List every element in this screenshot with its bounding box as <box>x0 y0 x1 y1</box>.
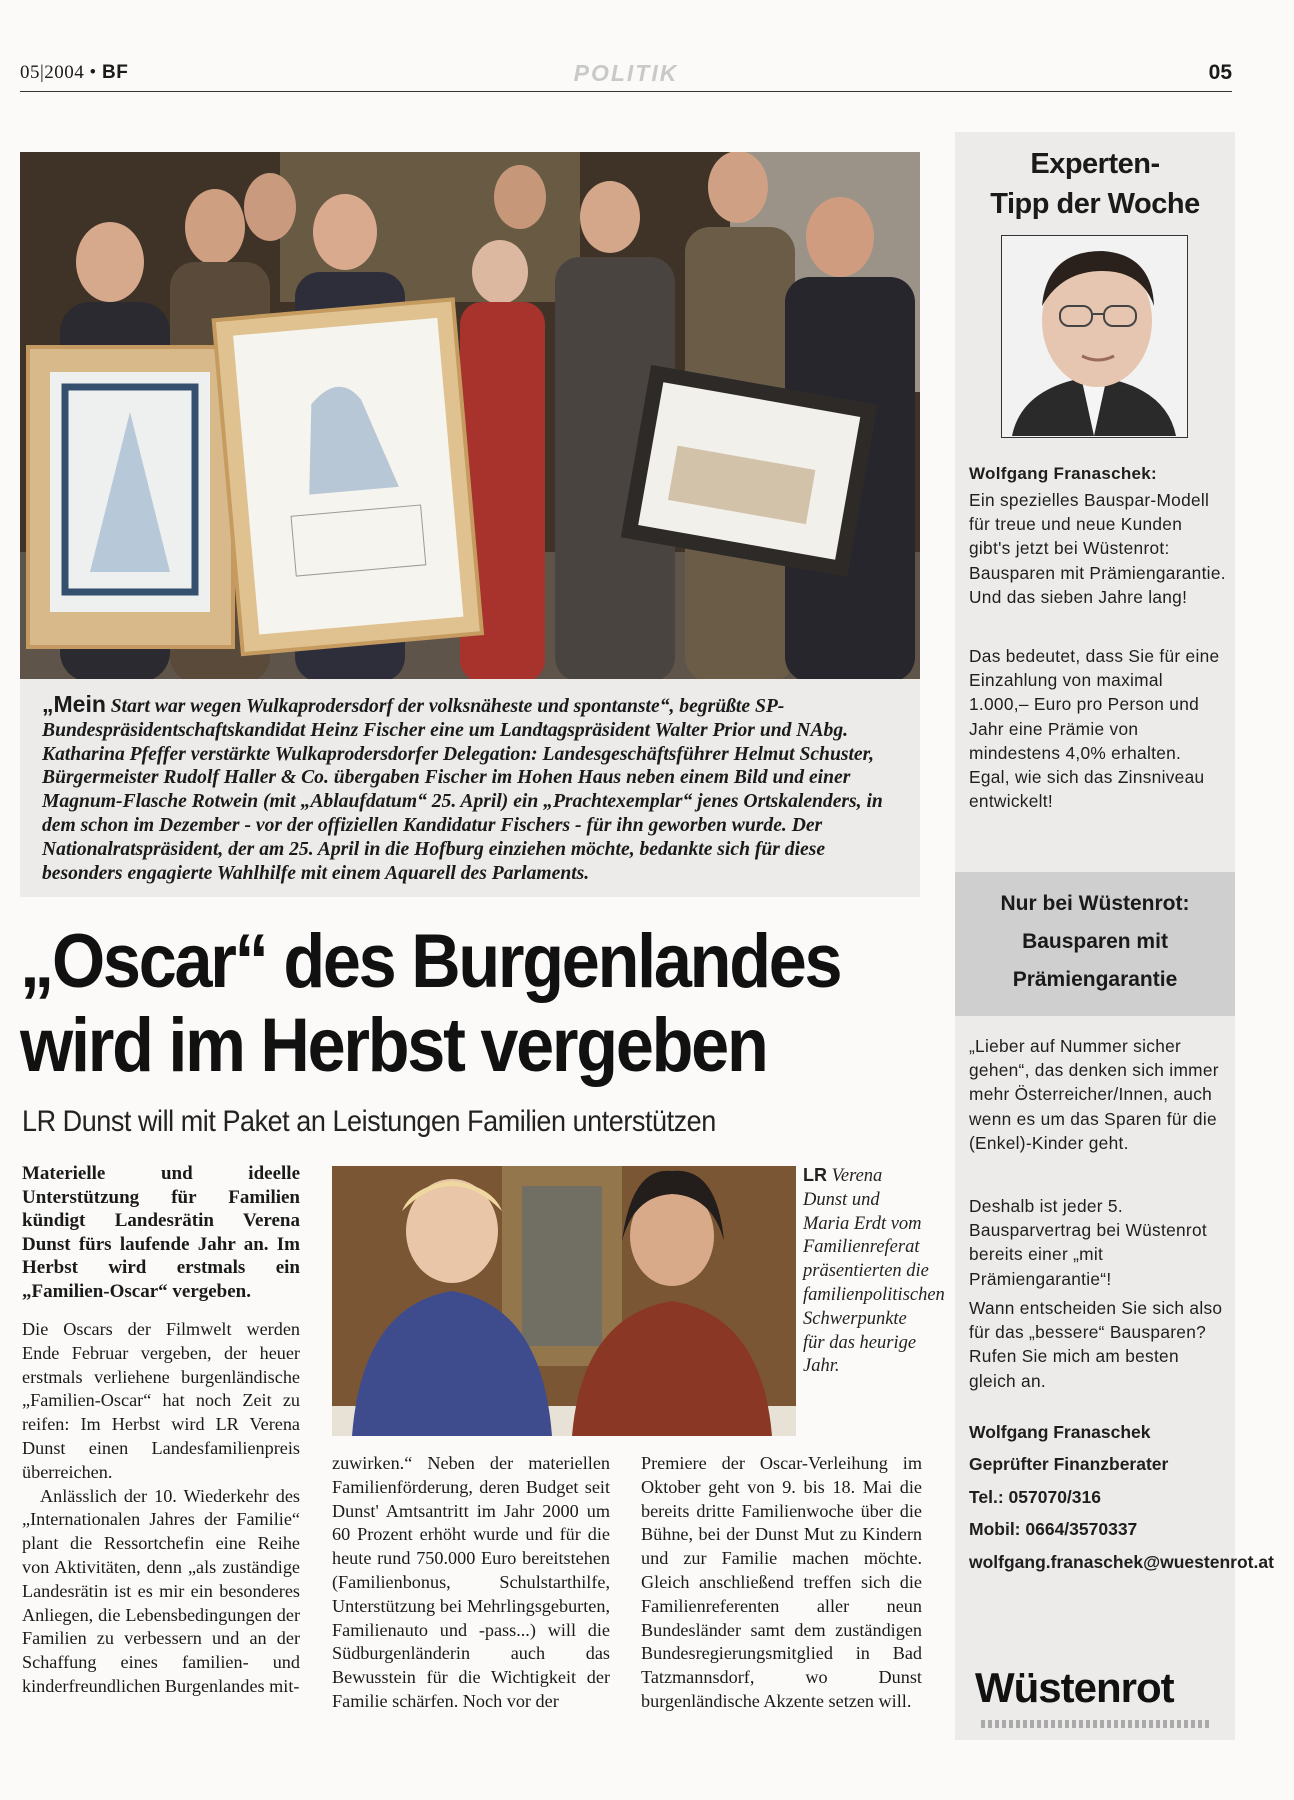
headline-line-1: „Oscar“ des Burgenlandes <box>20 919 841 1004</box>
top-photo <box>20 152 920 679</box>
offer-box-line-1: Nur bei Wüstenrot: <box>1000 892 1190 915</box>
column-3-paragraph: Premiere der Oscar-Verleihung im Oktober geht von 9. bis 18. Mai die bereits dritte Familienwoche über die Bühne, bei der Dunst Mut zu Kindern und zur Familie machen möchte. Gleich anschließend treffen sich die Familienreferenten aller neun Bundesländer samt dem zuständigen Bundesregierungsmitglied in Bad Tatzmannsdorf, wo Dunst burgenländische Akzente setzen will. <box>641 1453 922 1711</box>
issue-date: 05|2004 • <box>20 62 97 83</box>
column-1-paragraph-1: Die Oscars der Filmwelt werden Ende Februar vergeben, der heuer erstmals verliehene burgenländische „Familien-Oscar“ hat noch Zeit zu reifen: Im Herbst wird LR Verena Dunst einen Landesfamilienpreis überreichen. <box>22 1319 300 1482</box>
sidebar-heading-line-1: Experten- <box>1030 148 1160 180</box>
expert-name-label: Wolfgang Franaschek: <box>969 464 1157 483</box>
sidebar-heading-line-2: Tipp der Woche <box>990 188 1200 220</box>
contact-title: Geprüfter Finanzberater <box>969 1454 1169 1475</box>
sidebar-paragraph-3: „Lieber auf Nummer sicher gehen“, das denken sich immer mehr Österreicher/Innen, auch wenn es um das Sparen für die (Enkel)-Kinder geht. <box>969 1036 1219 1153</box>
expert-portrait <box>1001 235 1188 438</box>
sidebar-paragraph-4: Deshalb ist jeder 5. Bausparvertrag bei Wüstenrot bereits einer „mit Prämiengarantie“! <box>969 1196 1207 1289</box>
offer-box-line-3: Prämiengarantie <box>1012 968 1178 991</box>
offer-box <box>955 872 1235 1016</box>
logo-underline <box>981 1720 1209 1728</box>
page-number: 05 <box>1208 61 1232 84</box>
brand-label: BF <box>101 62 129 83</box>
page-header <box>20 58 1232 92</box>
section-label: POLITIK <box>573 60 679 86</box>
sidebar-heading <box>955 144 1235 224</box>
article-column-2 <box>332 1452 610 1714</box>
contact-email: wolfgang.franaschek@wuestenrot.at <box>969 1552 1274 1573</box>
dunst-erdt-photo <box>332 1166 796 1436</box>
article-column-1 <box>22 1318 300 1699</box>
sidebar-paragraph-5: Wann entscheiden Sie sich also für das „bessere“ Bausparen? Rufen Sie mich am besten gleich an. <box>969 1298 1223 1391</box>
headline-line-2: wird im Herbst vergeben <box>20 1003 767 1088</box>
contact-phone: Tel.: 057070/316 <box>969 1486 1101 1507</box>
caption-text: Start war wegen Wulkaprodersdorf der volksnäheste und spontanste“, begrüßte SP-Bundespräsidentschaftskandidat Heinz Fischer eine um Landtagspräsident Walter Prior und NAbg. Katharina Pfeffer verstärkte Wulkaprodersdorfer Delegation: Landesgeschäftsführer Helmut Schuster, Bürgermeister Rudolf Haller & Co. übergaben Fischer im Hohen Haus neben einem Bild und einer Magnum-Flasche Rotwein (mit „Ablaufdatum“ 25. April) ein „Prachtexemplar“ jenes Ortskalenders, in dem schon im Dezember - vor der offiziellen Kandidatur Fischers - für ihn geworben wurde. Der Nationalratspräsident, der am 25. April in die Hofburg einziehen möchte, bedankte sich für diese besonders engagierte Wahlhilfe mit einem Aquarell des Parlaments. <box>42 696 883 884</box>
photo-caption-lead: LR <box>803 1165 827 1185</box>
contact-block <box>969 1416 1274 1575</box>
article-headline <box>20 919 841 1088</box>
article-subheadline: LR Dunst will mit Paket an Leistungen Familien unterstützen <box>22 1105 716 1138</box>
sidebar-paragraph-2: Das bedeutet, dass Sie für eine Einzahlung von maximal 1.000,– Euro pro Person und Jahr eine Prämie von mindestens 4,0% erhalten. Egal, wie sich das Zinsniveau entwickelt! <box>969 646 1220 812</box>
top-photo-caption <box>20 679 920 897</box>
expert-tip-sidebar <box>955 132 1274 1740</box>
sidebar-paragraph-1: Ein spezielles Bauspar-Modell für treue und neue Kunden gibt's jetzt bei Wüstenrot: Bausparen mit Prämiengarantie. Und das sieben Jahre lang! <box>969 490 1226 607</box>
photo-caption-text: Verena Dunst und Maria Erdt vom Familienreferat präsentierten die familienpolitischen Schwerpunkte für das heurige Jahr. <box>803 1166 945 1377</box>
contact-mobile: Mobil: 0664/3570337 <box>969 1518 1138 1539</box>
column-1-paragraph-2: Anlässlich der 10. Wiederkehr des „Internationalen Jahres der Familie“ plant die Ressortchefin eine Reihe von Aktivitäten, denn „als zuständige Landesrätin ist es mir ein besonderes Anliegen, die Lebensbedingungen der Familien zu verbessern und an der Schaffung eines familien- und kinderfreundlichen Burgenlandes mit- <box>22 1485 300 1696</box>
offer-box-line-2: Bausparen mit <box>1022 930 1168 953</box>
article-intro: Materielle und ideelle Unterstützung für Familien kündigt Landesrätin Verena Dunst fürs laufende Jahr an. Im Herbst wird erstmals ein „Familien-Oscar“ vergeben. <box>22 1163 300 1302</box>
contact-name: Wolfgang Franaschek <box>969 1422 1151 1442</box>
dunst-erdt-photo-caption <box>803 1164 945 1379</box>
caption-lead: „Mein <box>42 691 106 717</box>
article-column-3 <box>641 1452 922 1714</box>
wuestenrot-logo: Wüstenrot <box>975 1664 1174 1711</box>
column-2-paragraph: zuwirken.“ Neben der materiellen Familienförderung, deren Budget seit Dunst' Amtsantritt im Jahr 2000 um 60 Prozent erhöht wurde und für die heute rund 750.000 Euro bereitstehen (Familienbonus, Schulstarthilfe, Unterstützung bei Mehrlingsgeburten, Familienauto und -pass...) will die Südburgenländerin auch das Bewusstein für die Wichtigkeit der Familie schärfen. Noch vor der <box>332 1453 610 1711</box>
